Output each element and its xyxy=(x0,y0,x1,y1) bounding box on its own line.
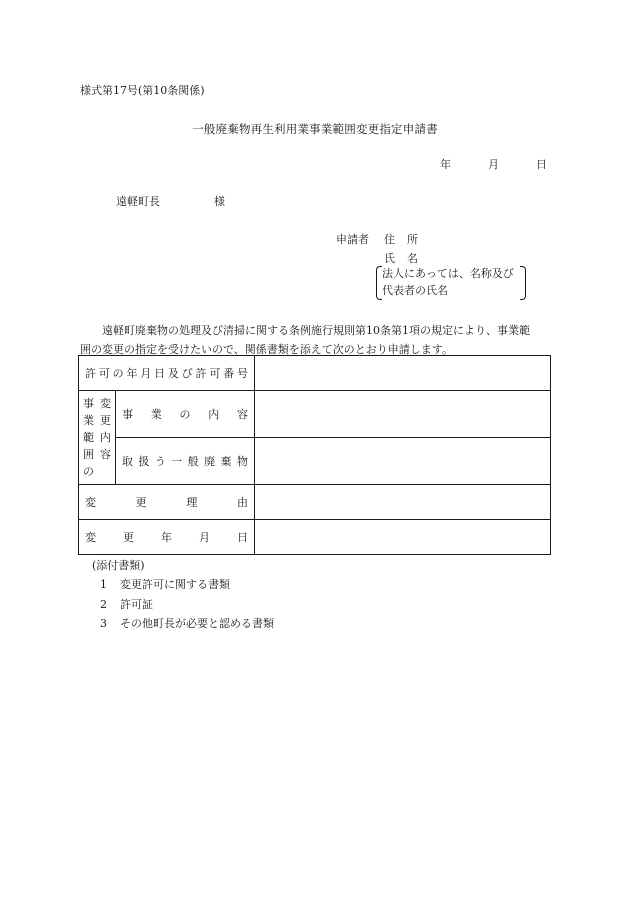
table-row xyxy=(79,356,551,391)
label-char: 可 xyxy=(209,367,221,380)
label-char: の xyxy=(179,408,191,421)
document-title: 一般廃棄物再生利用業事業範囲変更指定申請書 xyxy=(192,122,438,136)
label-char: 事 xyxy=(122,408,133,421)
table-row xyxy=(79,391,551,438)
business-value-cell[interactable] xyxy=(255,391,551,438)
label-char: 般 xyxy=(187,455,199,468)
waste-label-cell xyxy=(116,438,255,485)
label-char: 月 xyxy=(199,531,210,544)
label-char: 棄 xyxy=(220,455,232,468)
waste-value-cell[interactable] xyxy=(255,438,551,485)
group-char: 業 xyxy=(83,414,94,427)
group-char: 更 xyxy=(100,414,111,427)
label-char: 号 xyxy=(236,367,248,380)
date-line xyxy=(440,156,547,172)
attachment-text: その他町長が必要と認める書類 xyxy=(120,617,274,630)
attachment-number: 2 xyxy=(100,598,107,611)
group-char: の xyxy=(83,465,94,478)
spread-label xyxy=(79,529,254,545)
label-char: 変 xyxy=(85,496,96,509)
group-char: 内 xyxy=(100,431,111,444)
table-row xyxy=(79,485,551,520)
body-paragraph xyxy=(80,321,550,359)
corp-note-line1: 法人にあっては、名称及び xyxy=(382,267,514,280)
label-char: 一 xyxy=(171,455,183,468)
label-char: び xyxy=(181,367,193,380)
change-content-group-cell xyxy=(79,391,116,485)
label-char: 物 xyxy=(236,455,248,468)
label-char: 容 xyxy=(237,408,248,421)
label-char: 日 xyxy=(154,367,166,380)
group-char: 範 xyxy=(83,431,94,444)
change-date-value-cell[interactable] xyxy=(255,520,551,555)
spread-label xyxy=(79,365,254,381)
spread-label xyxy=(79,494,254,510)
label-char: 月 xyxy=(140,367,152,380)
body-line-1: 遠軽町廃棄物の処理及び清掃に関する条例施行規則第10条第1項の規定により、事業範 xyxy=(102,324,530,337)
group-char: 囲 xyxy=(83,448,94,461)
reason-value-cell[interactable] xyxy=(255,485,551,520)
label-char: 番 xyxy=(223,367,235,380)
label-char: 許 xyxy=(85,367,96,380)
attachment-item xyxy=(100,615,274,631)
application-table xyxy=(78,355,551,555)
label-char: 由 xyxy=(236,496,248,509)
spread-label xyxy=(116,453,254,469)
applicant-label: 申請者 xyxy=(336,233,369,246)
addressee-name: 遠軽町長 xyxy=(116,195,160,208)
attachment-item xyxy=(100,596,153,612)
table-row xyxy=(79,438,551,485)
label-char: 取 xyxy=(122,455,133,468)
label-char: の xyxy=(112,367,124,380)
label-char: 年 xyxy=(126,367,138,380)
label-char: 業 xyxy=(150,408,162,421)
label-char: 扱 xyxy=(138,455,150,468)
table-row xyxy=(79,520,551,555)
attachment-text: 許可証 xyxy=(120,598,153,611)
addressee-honorific: 様 xyxy=(214,195,225,208)
corporation-note xyxy=(376,265,526,299)
date-day-label: 日 xyxy=(536,158,547,171)
label-char: 及 xyxy=(167,367,179,380)
name-label: 氏名 xyxy=(384,252,430,265)
business-label-cell xyxy=(116,391,255,438)
attachment-text: 変更許可に関する書類 xyxy=(120,578,230,591)
group-char: 変 xyxy=(100,397,111,410)
right-bracket xyxy=(520,266,526,300)
change-date-label-cell xyxy=(79,520,255,555)
label-char: 更 xyxy=(123,531,134,544)
label-char: 更 xyxy=(135,496,147,509)
addressee xyxy=(116,193,225,209)
attachment-number: 3 xyxy=(100,617,107,630)
label-char: 理 xyxy=(186,496,198,509)
attachments-heading: (添付書類) xyxy=(92,559,145,572)
label-char: う xyxy=(154,455,166,468)
body-line-2: 囲の変更の指定を受けたいので、関係書類を添えて次のとおり申請します。 xyxy=(80,343,453,356)
corp-note-line2: 代表者の氏名 xyxy=(382,284,448,297)
label-char: 内 xyxy=(208,408,220,421)
label-char: 変 xyxy=(85,531,96,544)
label-char: 許 xyxy=(195,367,207,380)
vertical-label xyxy=(79,395,115,480)
date-year-label: 年 xyxy=(440,158,451,171)
label-char: 廃 xyxy=(204,455,216,468)
reason-label-cell xyxy=(79,485,255,520)
address-label: 住所 xyxy=(384,233,430,246)
label-char: 年 xyxy=(161,531,172,544)
permit-label-cell xyxy=(79,356,255,391)
attachment-item xyxy=(100,576,230,592)
date-month-label: 月 xyxy=(488,158,499,171)
attachment-number: 1 xyxy=(100,578,107,591)
form-number: 様式第17号(第10条関係) xyxy=(80,84,205,97)
label-char: 可 xyxy=(98,367,110,380)
group-char: 事 xyxy=(83,397,94,410)
spread-label xyxy=(116,406,254,422)
label-char: 日 xyxy=(237,531,248,544)
group-char: 容 xyxy=(100,448,111,461)
permit-value-cell[interactable] xyxy=(255,356,551,391)
